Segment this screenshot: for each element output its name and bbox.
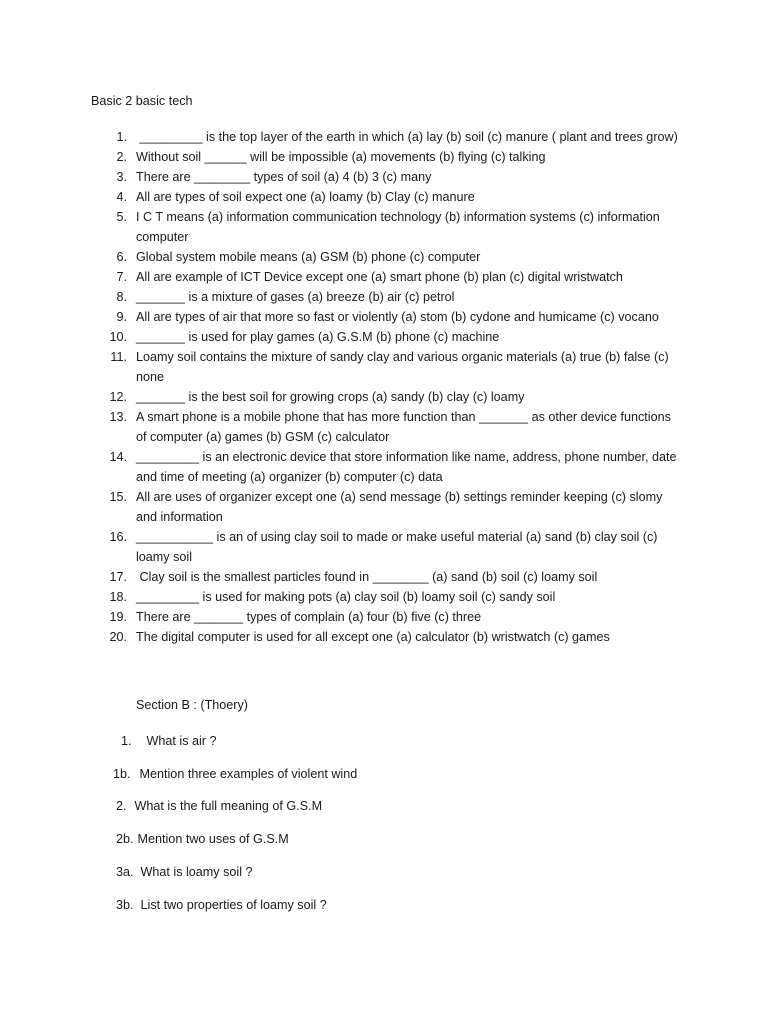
question-text: Without soil ______ will be impossible (a) movements (b) flying (c) talking xyxy=(136,150,546,164)
question-item xyxy=(0,167,768,187)
question-item xyxy=(0,247,768,267)
question-text: All are uses of organizer except one (a) send message (b) settings reminder keeping (c) slomy and information xyxy=(136,490,663,524)
question-text: All are example of ICT Device except one (a) smart phone (b) plan (c) digital wristwatch xyxy=(136,270,623,284)
question-item xyxy=(0,207,768,247)
question-text: All are types of soil expect one (a) loamy (b) Clay (c) manure xyxy=(136,190,475,204)
question-item xyxy=(0,327,768,347)
question-item xyxy=(0,567,768,587)
question-text: Clay soil is the smallest particles found in ________ (a) sand (b) soil (c) loamy soil xyxy=(136,570,598,584)
question-item xyxy=(0,587,768,607)
question-text: Loamy soil contains the mixture of sandy clay and various organic materials (a) true (b) false (c) none xyxy=(136,350,669,384)
theory-question xyxy=(116,896,327,914)
question-item xyxy=(0,287,768,307)
theory-question xyxy=(113,765,357,783)
theory-question xyxy=(116,830,289,848)
question-number: 4. xyxy=(116,190,127,204)
question-number: 13. xyxy=(109,410,127,424)
theory-text: List two properties of loamy soil ? xyxy=(140,898,327,912)
question-item xyxy=(0,127,768,147)
question-item xyxy=(0,267,768,287)
question-number: 12. xyxy=(109,390,127,404)
question-item xyxy=(0,447,768,487)
theory-number: 2. xyxy=(116,799,127,813)
question-number: 17. xyxy=(109,570,127,584)
question-text: _________ is an electronic device that store information like name, address, phone number, date and time of meeting (a) organizer (b) computer (c) data xyxy=(136,450,677,484)
question-item xyxy=(0,607,768,627)
question-text: _______ is used for play games (a) G.S.M (b) phone (c) machine xyxy=(136,330,500,344)
theory-text: What is loamy soil ? xyxy=(140,865,253,879)
document-title: Basic 2 basic tech xyxy=(91,94,193,108)
question-text: _______ is the best soil for growing crops (a) sandy (b) clay (c) loamy xyxy=(136,390,525,404)
theory-question xyxy=(116,863,253,881)
question-text: _______ is a mixture of gases (a) breeze (b) air (c) petrol xyxy=(136,290,455,304)
theory-question xyxy=(121,732,217,750)
theory-number: 1b. xyxy=(113,767,131,781)
question-text: There are _______ types of complain (a) four (b) five (c) three xyxy=(136,610,482,624)
question-item xyxy=(0,387,768,407)
question-number: 2. xyxy=(116,150,127,164)
question-text: The digital computer is used for all except one (a) calculator (b) wristwatch (c) games xyxy=(136,630,610,644)
question-item xyxy=(0,527,768,567)
question-text: I C T means (a) information communication technology (b) information systems (c) information computer xyxy=(136,210,660,244)
question-number: 9. xyxy=(116,310,127,324)
question-item xyxy=(0,307,768,327)
question-number: 18. xyxy=(109,590,127,604)
question-text: All are types of air that more so fast or violently (a) stom (b) cydone and humicame (c) vocano xyxy=(136,310,659,324)
question-number: 1. xyxy=(116,130,127,144)
question-item xyxy=(0,347,768,387)
question-number: 14. xyxy=(109,450,127,464)
question-number: 8. xyxy=(116,290,127,304)
question-number: 10. xyxy=(109,330,127,344)
question-text: _________ is used for making pots (a) clay soil (b) loamy soil (c) sandy soil xyxy=(136,590,556,604)
question-number: 11. xyxy=(110,350,127,364)
question-number: 16. xyxy=(109,530,127,544)
question-item xyxy=(0,187,768,207)
theory-number: 3b. xyxy=(116,898,134,912)
question-number: 20. xyxy=(109,630,127,644)
question-number: 3. xyxy=(116,170,127,184)
question-item xyxy=(0,487,768,527)
section-b-heading: Section B : (Thoery) xyxy=(136,698,248,712)
theory-text: Mention two uses of G.S.M xyxy=(137,832,289,846)
theory-text: Mention three examples of violent wind xyxy=(139,767,358,781)
theory-number: 2b. xyxy=(116,832,134,846)
question-text: Global system mobile means (a) GSM (b) phone (c) computer xyxy=(136,250,481,264)
objective-question-list xyxy=(0,127,768,647)
theory-text: What is air ? xyxy=(146,734,217,748)
theory-number: 1. xyxy=(121,734,132,748)
question-number: 7. xyxy=(116,270,127,284)
theory-text: What is the full meaning of G.S.M xyxy=(134,799,323,813)
question-number: 15. xyxy=(109,490,127,504)
theory-question xyxy=(116,797,322,815)
question-item xyxy=(0,407,768,447)
question-number: 5. xyxy=(116,210,127,224)
question-number: 19. xyxy=(109,610,127,624)
question-number: 6. xyxy=(116,250,127,264)
question-item xyxy=(0,147,768,167)
question-item xyxy=(0,627,768,647)
question-text: ___________ is an of using clay soil to made or make useful material (a) sand (b) clay soil (c) loamy soil xyxy=(136,530,658,564)
question-text: A smart phone is a mobile phone that has more function than _______ as other device functions of computer (a) games (b) GSM (c) calculator xyxy=(136,410,671,444)
question-text: _________ is the top layer of the earth in which (a) lay (b) soil (c) manure ( plant and trees grow) xyxy=(136,130,678,144)
question-text: There are ________ types of soil (a) 4 (b) 3 (c) many xyxy=(136,170,432,184)
theory-number: 3a. xyxy=(116,865,134,879)
